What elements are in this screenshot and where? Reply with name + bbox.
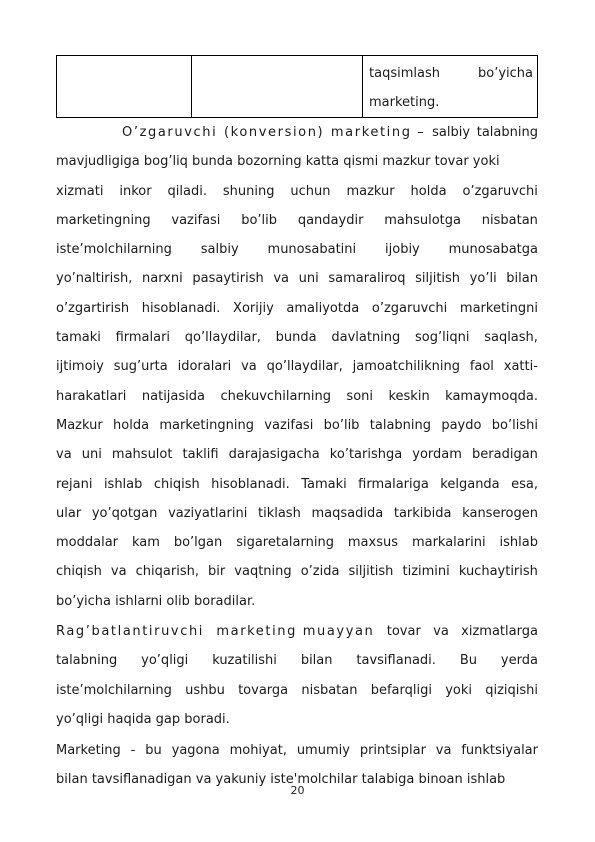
text-word: sigaretalarning (236, 535, 334, 551)
text-word: kam (131, 535, 160, 551)
text-word: yerda (500, 653, 538, 669)
text-word: mavjudligiga bog’liq bunda bozorning katta qismi mazkur tovar yoki (56, 154, 500, 170)
text-word: amaliyotda (286, 300, 360, 316)
text-word: tavsiflanadi. (356, 653, 436, 669)
text-word: bu (145, 743, 162, 758)
text-word: esa, (511, 476, 538, 492)
text-word: marketingning (56, 212, 151, 228)
text-word: bir (208, 564, 226, 580)
text-word: xizmatlarga (461, 624, 538, 639)
table-cell-text (363, 56, 538, 118)
text-word: kanserogen (462, 505, 538, 521)
text-word: uni (298, 271, 319, 287)
text-word: (konversion) (224, 125, 325, 140)
text-word: saqlash, (484, 330, 538, 346)
text-word: sug’urta (113, 359, 168, 375)
text-word: o’zida (300, 564, 340, 580)
text-word: yo’naltirish, (56, 271, 133, 287)
text-word: chiqarish, (135, 564, 199, 580)
text-word: salbiy (200, 242, 239, 258)
text-word: firmalariga (358, 476, 429, 492)
text-word: sog’liqni (415, 330, 470, 346)
text-word: tovarga (238, 682, 289, 698)
text-word: uchun (290, 183, 331, 199)
text-word: bo’lishi (491, 417, 538, 433)
page-number: 20 (290, 784, 305, 797)
cell-word: bo’yicha (478, 66, 533, 81)
text-word: salbiy (432, 125, 471, 140)
text-word: maqsadida (311, 505, 384, 521)
text-word: nisbatan (301, 682, 358, 698)
text-word: pasaytirish (192, 271, 264, 287)
continued-table (56, 55, 538, 118)
text-word: samaraliroq (328, 271, 406, 287)
text-word: kuchaytirish (458, 564, 538, 580)
text-word: kamaymoqda. (445, 388, 538, 404)
text-word: ko’tarishga (329, 447, 403, 463)
text-word: bo’lib (323, 417, 360, 433)
text-word: inkor (119, 183, 152, 199)
text-word: tizimini (402, 564, 450, 580)
text-word: Bu (459, 653, 477, 669)
text-word: chiqish (56, 564, 102, 580)
text-line (56, 235, 538, 264)
text-word: tamaki (56, 330, 101, 346)
text-word: chekuvchilarning (220, 388, 331, 404)
text-word: narxni (142, 271, 183, 287)
text-word: va (433, 624, 449, 639)
text-word: keskin (388, 388, 430, 404)
text-line (56, 736, 538, 765)
text-word: holda (113, 417, 150, 433)
text-word: shuning (222, 183, 275, 199)
text-word: talabning (369, 417, 432, 433)
text-word: va (56, 447, 72, 463)
text-word: tarkibida (393, 505, 452, 521)
text-word: ijobiy (385, 242, 420, 258)
text-word: tovar (386, 624, 421, 639)
table-cell-empty-1 (57, 56, 192, 118)
text-word: siljitish (348, 564, 394, 580)
text-word: o’zgartirish (56, 300, 130, 316)
text-word: va (110, 564, 127, 580)
text-word: vaziyatlarini (168, 505, 248, 521)
text-word: ishlab (103, 476, 143, 492)
text-word: mahsulot (111, 447, 173, 463)
text-line (56, 352, 538, 381)
text-word: mohiyat, (229, 743, 287, 758)
text-word: qandaydir (297, 212, 364, 228)
text-word: vazifasi (171, 212, 221, 228)
text-line (56, 587, 538, 616)
text-word: ular (56, 505, 82, 521)
text-line (56, 528, 538, 557)
text-word: O’zgaruvchi (122, 125, 218, 140)
text-word: bo’lib (241, 212, 278, 228)
text-word: qo’llaydilar, (266, 359, 343, 375)
text-word: yordam (412, 447, 462, 463)
text-word: qo’llaydilar, (184, 330, 261, 346)
text-line (56, 411, 538, 440)
text-word: holda (410, 183, 447, 199)
text-word: kelganda (440, 476, 500, 492)
text-word: ijtimoiy (56, 359, 104, 375)
text-word: - (130, 743, 136, 758)
text-line (56, 470, 538, 499)
text-word: Mazkur (56, 417, 103, 433)
text-word: vaqtning (234, 564, 292, 580)
text-word: talabning (56, 653, 118, 669)
text-word: yo’li (469, 271, 497, 287)
text-line (56, 147, 538, 176)
text-word: Tamaki (301, 476, 347, 492)
text-word: idoralari (177, 359, 232, 375)
text-word: mazkur (346, 183, 395, 199)
text-word: davlatning (331, 330, 401, 346)
text-word: rejani (56, 476, 93, 492)
text-word: befarqligi (370, 682, 432, 698)
cell-word: taqsimlash (369, 66, 440, 81)
text-word: xatti- (503, 359, 538, 375)
text-line (56, 382, 538, 411)
text-line (56, 557, 538, 586)
text-word: va (273, 271, 290, 287)
text-word: kuzatilishi (212, 653, 277, 669)
text-word: faol (469, 359, 494, 375)
text-word: marketingning (159, 417, 254, 433)
text-word: marketing – (330, 125, 426, 140)
table-row (57, 56, 538, 118)
cell-word: marketing. (369, 95, 440, 110)
text-word: Marketing (56, 743, 121, 758)
text-word: umumiy (296, 743, 350, 758)
text-word: bilan (300, 653, 333, 669)
text-line (56, 440, 538, 469)
text-word: taklifi (182, 447, 219, 463)
text-word: beradigan (472, 447, 538, 463)
paragraph-ragbatlantiruvchi-marketing (56, 617, 538, 734)
text-line (56, 177, 538, 206)
text-word: jamoatchilikning (352, 359, 460, 375)
text-word: va (435, 743, 452, 758)
text-word: yo’qotgan (91, 505, 158, 521)
text-line (56, 646, 538, 675)
text-word: ishlab (499, 535, 538, 551)
text-line (56, 499, 538, 528)
text-word: bo’yicha ishlarni olib boradilar. (56, 593, 256, 609)
text-word: o’zgaruvchi (371, 300, 448, 316)
text-line (56, 294, 538, 323)
text-line (56, 676, 538, 705)
text-word: hisoblanadi. (141, 300, 221, 316)
text-word: vazifasi (264, 417, 314, 433)
table-cell-empty-2 (192, 56, 363, 118)
text-line (56, 206, 538, 235)
table-cell-line (369, 88, 533, 117)
text-word: munosabatini (267, 242, 357, 258)
text-word: soni (346, 388, 373, 404)
text-word: bo’lgan (173, 535, 223, 551)
text-word: yo’qligi (141, 653, 189, 669)
text-word: siljitish (415, 271, 461, 287)
text-word: tiklash (257, 505, 301, 521)
text-word: natijasida (141, 388, 205, 404)
text-word: funktsiyalar (461, 743, 538, 758)
text-line (56, 705, 538, 734)
text-word: firmalari (115, 330, 171, 346)
text-word: qiladi. (167, 183, 207, 199)
text-word: bilan (506, 271, 538, 287)
text-word: munosabatga (448, 242, 538, 258)
paragraph-konversion-marketing (56, 118, 538, 616)
text-word: ushbu (185, 682, 225, 698)
text-word: maxsus (347, 535, 398, 551)
text-word: iste’molchilarning (56, 242, 172, 258)
text-word: va (241, 359, 257, 375)
text-word: Rag’batlantiruvchi (56, 624, 205, 639)
text-line (56, 118, 538, 147)
text-word: moddalar (56, 535, 119, 551)
text-word: marketing muayyan (216, 624, 375, 639)
text-word: bilan tavsiflanadigan va yakuniy iste'molchilar talabiga binoan ishlab (56, 772, 506, 788)
text-word: printsiplar (359, 743, 426, 758)
text-word: uni (81, 447, 102, 463)
text-word: qiziqishi (485, 682, 538, 698)
text-word: hisoblanadi. (211, 476, 290, 492)
text-word: mahsulotga (384, 212, 461, 228)
text-word: markalarini (411, 535, 486, 551)
text-word: yo’qligi haqida gap boradi. (56, 711, 230, 727)
text-word: yoki (445, 682, 472, 698)
text-word: chiqish (153, 476, 200, 492)
text-word: xizmati (56, 183, 104, 199)
text-word: nisbatan (481, 212, 538, 228)
text-word: yagona (171, 743, 220, 758)
text-word: harakatlari (56, 388, 127, 404)
text-word: paydo (441, 417, 482, 433)
text-line (56, 617, 538, 646)
text-line (56, 264, 538, 293)
text-word: darajasigacha (228, 447, 320, 463)
text-word: Xorijiy (233, 300, 274, 316)
text-line (56, 323, 538, 352)
text-word: o’zgaruvchi (462, 183, 538, 199)
text-word: bunda (275, 330, 317, 346)
text-word: iste’molchilarning (56, 682, 172, 698)
text-word: marketingni (459, 300, 538, 316)
text-word: talabning (476, 125, 538, 140)
table-cell-line (369, 59, 533, 88)
